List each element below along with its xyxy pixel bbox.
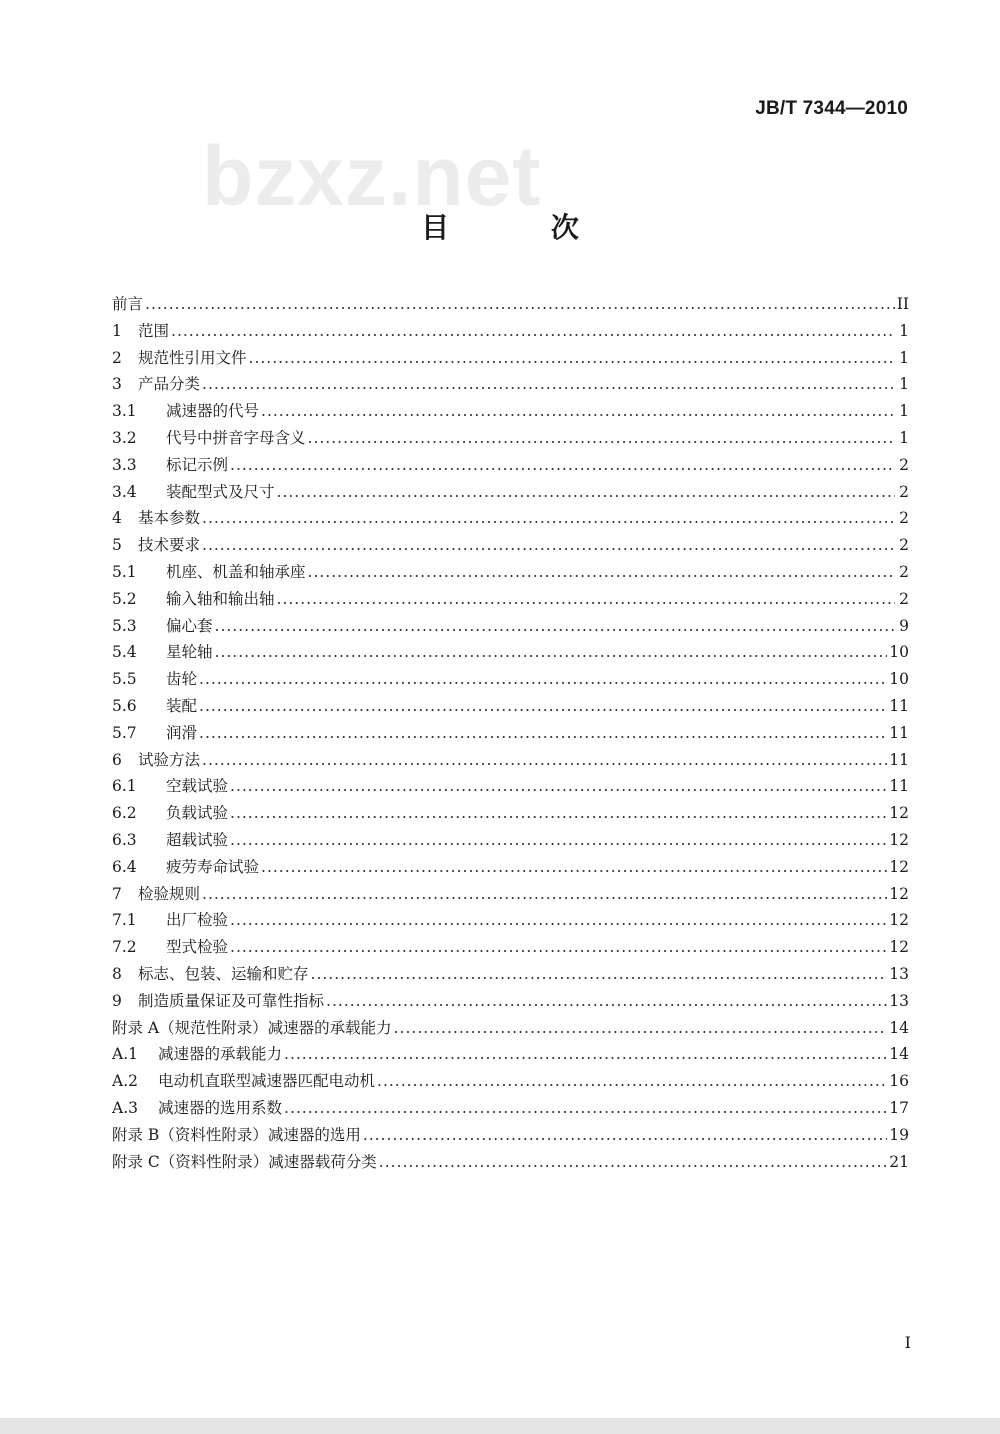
toc-entry[interactable]: [112, 989, 909, 1016]
toc-entry-number: 6.1: [112, 777, 137, 796]
toc-entry-title: 型式检验: [166, 938, 229, 957]
toc-entry-title: 检验规则: [138, 884, 201, 903]
toc-entry-number: 7.1: [112, 911, 137, 930]
watermark: bzxz.net: [202, 129, 542, 223]
toc-entry-number: 9: [112, 991, 122, 1010]
toc-leader-dots: [202, 885, 887, 903]
toc-entry[interactable]: [112, 962, 909, 989]
toc-entry-number: 4: [112, 509, 122, 528]
page-title: 目 次: [421, 211, 625, 244]
toc-entry-page: 13: [889, 964, 909, 983]
toc-entry-number: 5.5: [112, 670, 137, 689]
toc-entry-number: 1: [112, 321, 122, 340]
toc-entry-title: 减速器的选用系数: [158, 1098, 283, 1117]
toc-entry-title: 输入轴和输出轴: [166, 589, 275, 608]
toc-leader-dots: [230, 456, 895, 474]
toc-entry-title: 偏心套: [166, 616, 213, 635]
toc-entry-title: 减速器的代号: [166, 402, 260, 421]
toc-leader-dots: [308, 563, 895, 581]
toc-entry[interactable]: [112, 640, 909, 667]
toc-entry-title: 基本参数: [138, 509, 201, 528]
toc-leader-dots: [261, 858, 887, 876]
toc-entry-title: 标记示例: [166, 455, 229, 474]
toc-entry-title: 负载试验: [166, 804, 229, 823]
toc-entry-number: 3: [112, 375, 122, 394]
toc-entry-number: 3.2: [112, 428, 137, 447]
toc-leader-dots: [326, 992, 887, 1010]
toc-entry[interactable]: [112, 935, 909, 962]
toc-entry-title: 润滑: [166, 723, 198, 742]
toc-entry[interactable]: [112, 399, 909, 426]
toc-entry[interactable]: [112, 614, 909, 641]
toc-entry-page: 21: [889, 1152, 909, 1171]
toc-entry-title: 电动机直联型减速器匹配电动机: [158, 1072, 376, 1091]
toc-entry-page: 1: [899, 428, 909, 447]
toc-leader-dots: [202, 536, 895, 554]
toc-entry-number: 5.6: [112, 696, 137, 715]
page-number: I: [904, 1333, 911, 1352]
toc-leader-dots: [284, 1045, 887, 1063]
toc-entry-page: 11: [889, 723, 909, 742]
toc-entry-page: 11: [889, 696, 909, 715]
toc-entry-page: 13: [889, 991, 909, 1010]
toc-entry-page: 12: [889, 884, 909, 903]
toc-entry-page: 14: [889, 1045, 909, 1064]
toc-entry-page: 1: [899, 348, 909, 367]
toc-entry-number: 5: [112, 536, 122, 555]
toc-entry-title: 代号中拼音字母含义: [166, 428, 306, 447]
toc-entry-title: 产品分类: [138, 375, 201, 394]
toc-entry[interactable]: [112, 560, 909, 587]
toc-leader-dots: [230, 831, 887, 849]
toc-entry-page: 2: [899, 589, 909, 608]
toc-entry-page: 1: [899, 375, 909, 394]
toc-entry[interactable]: [112, 1096, 909, 1123]
toc-entry[interactable]: [112, 855, 909, 882]
toc-entry-title: 出厂检验: [166, 911, 229, 930]
toc-entry[interactable]: [112, 587, 909, 614]
toc-entry[interactable]: [112, 1123, 909, 1150]
toc-entry-title: 机座、机盖和轴承座: [166, 562, 306, 581]
table-of-contents: [112, 292, 909, 1176]
toc-entry[interactable]: [112, 774, 909, 801]
toc-entry-title: 范围: [138, 321, 170, 340]
toc-entry[interactable]: [112, 453, 909, 480]
toc-entry[interactable]: [112, 1042, 909, 1069]
toc-entry[interactable]: [112, 1069, 909, 1096]
toc-leader-dots: [394, 1019, 888, 1037]
toc-entry-page: 12: [889, 938, 909, 957]
toc-entry-title: 星轮轴: [166, 643, 213, 662]
toc-entry-page: 10: [889, 670, 909, 689]
toc-entry-number: 5.4: [112, 643, 137, 662]
toc-entry[interactable]: [112, 667, 909, 694]
toc-entry-page: 1: [899, 402, 909, 421]
toc-entry-page: 12: [889, 830, 909, 849]
toc-entry-page: 1: [899, 321, 909, 340]
toc-leader-dots: [308, 429, 895, 447]
toc-entry-page: 19: [889, 1125, 909, 1144]
toc-entry[interactable]: [112, 292, 909, 319]
toc-entry-title: 装配: [166, 696, 198, 715]
toc-entry-number: 7: [112, 884, 122, 903]
toc-entry[interactable]: [112, 882, 909, 909]
toc-entry-page: 11: [889, 777, 909, 796]
toc-entry-number: 3.1: [112, 402, 137, 421]
toc-entry-title: 标志、包装、运输和贮存: [138, 964, 309, 983]
toc-entry-page: 10: [889, 643, 909, 662]
toc-entry-number: 5.3: [112, 616, 137, 635]
toc-entry[interactable]: [112, 1150, 909, 1177]
toc-entry-number: 5.1: [112, 562, 137, 581]
toc-entry-page: 9: [899, 616, 909, 635]
toc-entry-title: 装配型式及尺寸: [166, 482, 275, 501]
toc-entry-number: 5.7: [112, 723, 137, 742]
toc-leader-dots: [215, 617, 895, 635]
toc-entry-title: 附录 B（资料性附录）减速器的选用: [112, 1125, 361, 1144]
toc-entry-number: 6.4: [112, 857, 137, 876]
toc-entry-title: 技术要求: [138, 536, 201, 555]
toc-entry[interactable]: [112, 372, 909, 399]
toc-leader-dots: [377, 1072, 887, 1090]
toc-entry[interactable]: [112, 908, 909, 935]
toc-entry-page: 12: [889, 911, 909, 930]
toc-entry-number: A.2: [112, 1072, 138, 1091]
toc-entry-number: 8: [112, 964, 122, 983]
toc-leader-dots: [230, 777, 887, 795]
toc-entry[interactable]: [112, 694, 909, 721]
toc-entry[interactable]: [112, 533, 909, 560]
toc-entry[interactable]: [112, 319, 909, 346]
toc-entry-page: 12: [889, 804, 909, 823]
toc-entry[interactable]: [112, 828, 909, 855]
toc-entry-page: II: [896, 295, 909, 313]
toc-entry-number: 6.3: [112, 830, 137, 849]
toc-leader-dots: [199, 670, 887, 688]
toc-entry-page: 2: [899, 562, 909, 581]
toc-entry[interactable]: [112, 480, 909, 507]
toc-leader-dots: [379, 1153, 887, 1171]
toc-entry-title: 制造质量保证及可靠性指标: [138, 991, 325, 1010]
toc-entry[interactable]: [112, 801, 909, 828]
toc-entry-number: A.1: [112, 1045, 138, 1064]
toc-entry-number: 7.2: [112, 938, 137, 957]
toc-entry-number: 3.3: [112, 455, 137, 474]
toc-entry-number: 3.4: [112, 482, 137, 501]
toc-entry-title: 空载试验: [166, 777, 229, 796]
toc-leader-dots: [277, 590, 895, 608]
toc-leader-dots: [230, 911, 887, 929]
toc-entry-title: 减速器的承载能力: [158, 1045, 283, 1064]
toc-leader-dots: [230, 804, 887, 822]
toc-leader-dots: [284, 1099, 887, 1117]
toc-entry-title: 疲劳寿命试验: [166, 857, 260, 876]
toc-entry[interactable]: [112, 346, 909, 373]
toc-entry-title: 齿轮: [166, 670, 198, 689]
toc-leader-dots: [277, 483, 895, 501]
toc-entry-number: A.3: [112, 1098, 138, 1117]
toc-entry-page: 12: [889, 857, 909, 876]
toc-leader-dots: [199, 697, 887, 715]
toc-entry-page: 2: [899, 536, 909, 555]
toc-entry-number: 6.2: [112, 804, 137, 823]
toc-leader-dots: [363, 1126, 887, 1144]
toc-leader-dots: [202, 509, 895, 527]
toc-leader-dots: [145, 295, 895, 313]
toc-entry[interactable]: [112, 748, 909, 775]
toc-entry-page: 11: [889, 750, 909, 769]
toc-entry-title: 附录 C（资料性附录）减速器载荷分类: [112, 1152, 377, 1171]
toc-leader-dots: [249, 349, 895, 367]
toc-leader-dots: [230, 938, 887, 956]
toc-entry-title: 试验方法: [138, 750, 201, 769]
toc-entry-page: 16: [889, 1072, 909, 1091]
toc-entry-title: 规范性引用文件: [138, 348, 247, 367]
toc-leader-dots: [261, 402, 895, 420]
toc-entry[interactable]: [112, 426, 909, 453]
toc-leader-dots: [215, 643, 888, 661]
toc-entry[interactable]: [112, 506, 909, 533]
toc-entry-page: 17: [889, 1098, 909, 1117]
toc-entry[interactable]: [112, 1016, 909, 1043]
toc-leader-dots: [171, 322, 895, 340]
bottom-bar: [0, 1418, 1000, 1434]
standard-code: JB/T 7344—2010: [755, 98, 908, 119]
toc-entry-title: 前言: [112, 295, 144, 313]
toc-entry-page: 2: [899, 482, 909, 501]
toc-entry-number: 5.2: [112, 589, 137, 608]
toc-entry-page: 14: [889, 1018, 909, 1037]
toc-entry-page: 2: [899, 509, 909, 528]
toc-entry[interactable]: [112, 721, 909, 748]
toc-entry-title: 附录 A（规范性附录）减速器的承载能力: [112, 1018, 392, 1037]
toc-entry-number: 6: [112, 750, 122, 769]
toc-entry-number: 2: [112, 348, 122, 367]
toc-entry-page: 2: [899, 455, 909, 474]
toc-leader-dots: [199, 724, 887, 742]
toc-leader-dots: [202, 375, 895, 393]
toc-leader-dots: [311, 965, 888, 983]
toc-leader-dots: [202, 751, 887, 769]
toc-entry-title: 超载试验: [166, 830, 229, 849]
